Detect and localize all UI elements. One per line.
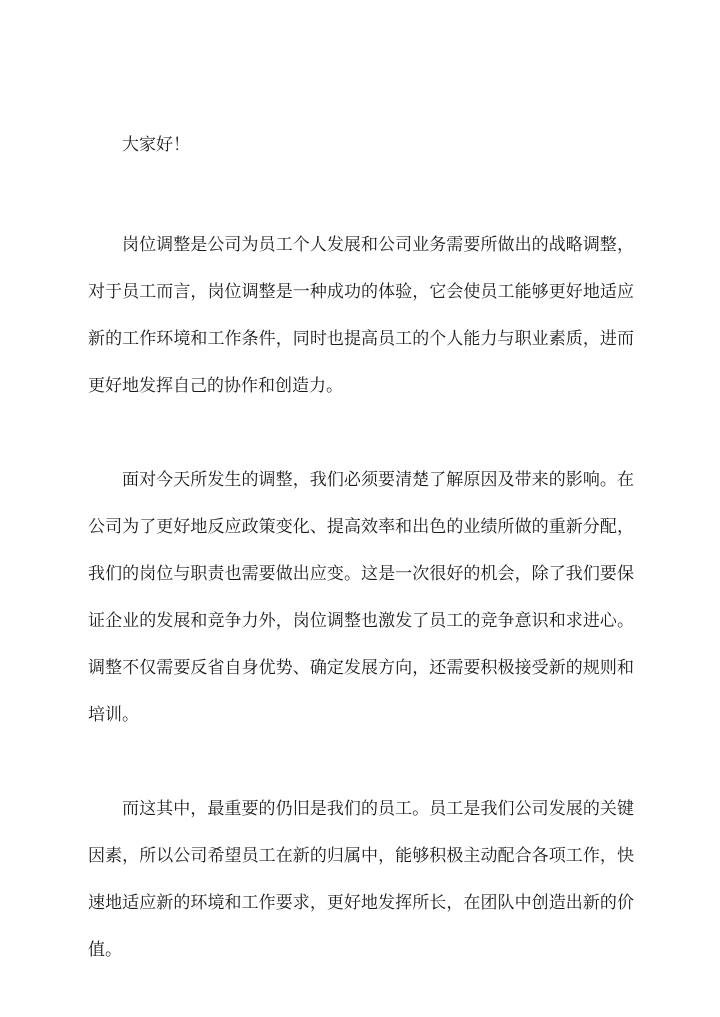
paragraph-3: 而这其中，最重要的仍旧是我们的员工。员工是我们公司发展的关键因素，所以公司希望员工在新的归属中，能够积极主动配合各项工作，快速地适应新的环境和工作要求，更好地发挥所长，在团队中创造出新的价值。 [88,799,634,960]
paragraph-spacer [88,169,634,222]
paragraph-spacer [88,410,634,457]
paragraph-spacer [88,739,634,786]
paragraph-2: 面对今天所发生的调整，我们必须要清楚了解原因及带来的影响。在公司为了更好地反应政策变化、提高效率和出色的业绩所做的重新分配，我们的岗位与职责也需要做出应变。这是一次很好的机会，除了我们要保证企业的发展和竞争力外，岗位调整也激发了员工的竞争意识和求进心。调整不仅需要反省自身优势、确定发展方向，还需要积极接受新的规则和培训。 [88,470,634,725]
paragraph-1: 岗位调整是公司为员工个人发展和公司业务需要所做出的战略调整，对于员工而言，岗位调整是一种成功的体验，它会使员工能够更好地适应新的工作环境和工作条件，同时也提高员工的个人能力与职业素质，进而更好地发挥自己的协作和创造力。 [88,235,634,396]
greeting: 大家好！ [122,135,190,155]
document-body [88,122,634,974]
